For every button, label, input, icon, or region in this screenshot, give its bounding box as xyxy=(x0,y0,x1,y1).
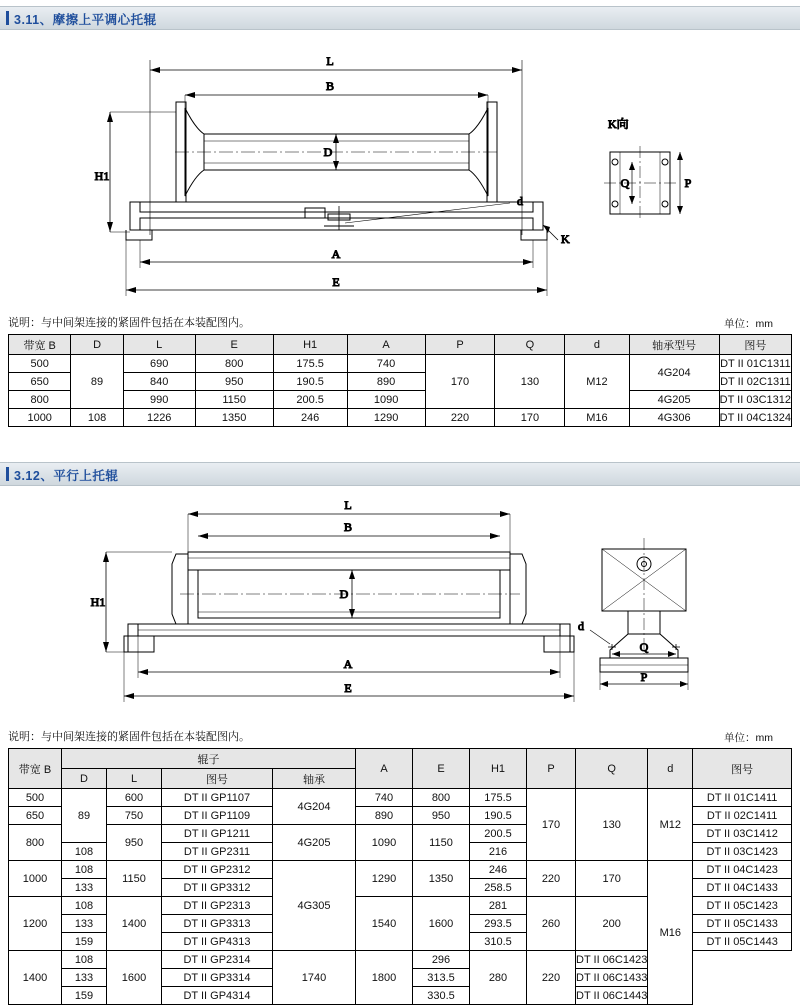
cell-P: 280 xyxy=(470,951,527,1005)
cell-A: 1540 xyxy=(356,897,413,951)
cell-A: 1290 xyxy=(356,861,413,897)
cell-E: 1350 xyxy=(195,409,273,427)
cell-D: 133 xyxy=(62,969,107,987)
table-header-row xyxy=(9,335,792,355)
cell-bearing: 4G204 xyxy=(273,789,356,825)
cell-H1: 313.5 xyxy=(413,969,470,987)
cell-A: 1090 xyxy=(347,391,425,409)
cell-roller-dwg: DT II GP4313 xyxy=(162,933,273,951)
cell-L: 600 xyxy=(107,789,162,807)
cell-E: 950 xyxy=(413,807,470,825)
cell-D: 108 xyxy=(71,409,123,427)
cell-band-width: 650 xyxy=(9,373,71,391)
svg-text:d: d xyxy=(578,619,584,633)
col-bearing: 轴承型号 xyxy=(629,335,719,355)
svg-text:D: D xyxy=(323,145,333,159)
svg-text:L: L xyxy=(326,54,334,68)
cell-H1: 330.5 xyxy=(413,987,470,1005)
cell-Q: 200 xyxy=(576,897,648,951)
cell-D: 133 xyxy=(62,915,107,933)
cell-band-width: 500 xyxy=(9,355,71,373)
cell-d: M12 xyxy=(565,355,629,409)
cell-d: M12 xyxy=(648,789,693,861)
cell-roller-dwg: DT II GP1107 xyxy=(162,789,273,807)
col-D: D xyxy=(71,335,123,355)
cell-E: 800 xyxy=(195,355,273,373)
col-L: L xyxy=(123,335,195,355)
svg-text:K: K xyxy=(561,232,570,246)
cell-L: 1400 xyxy=(107,897,162,951)
svg-text:A: A xyxy=(331,247,341,261)
svg-text:E: E xyxy=(332,275,340,289)
cell-L: 990 xyxy=(123,391,195,409)
cell-H1: 310.5 xyxy=(470,933,527,951)
cell-band-width: 1000 xyxy=(9,409,71,427)
col-band-width: 带宽 B xyxy=(9,335,71,355)
col-H1: H1 xyxy=(470,749,527,789)
cell-A: 890 xyxy=(347,373,425,391)
cell-Q: 130 xyxy=(576,789,648,861)
section-accent-bar xyxy=(6,467,9,481)
cell-Q: 220 xyxy=(527,951,576,1005)
cell-H1: 190.5 xyxy=(273,373,347,391)
svg-text:B: B xyxy=(325,79,335,93)
cell-band-width: 650 xyxy=(9,807,62,825)
cell-roller-dwg: DT II GP2314 xyxy=(162,951,273,969)
cell-P: 170 xyxy=(425,355,495,409)
col-group-roller: 辊子 xyxy=(62,749,356,769)
cell-bearing: 4G205 xyxy=(273,825,356,861)
cell-A: 890 xyxy=(356,807,413,825)
col-H1: H1 xyxy=(273,335,347,355)
svg-text:Q: Q xyxy=(620,176,630,190)
cell-E: 1150 xyxy=(195,391,273,409)
cell-bearing: 4G306 xyxy=(629,409,719,427)
cell-D: 159 xyxy=(62,933,107,951)
cell-H1: 200.5 xyxy=(273,391,347,409)
svg-text:d: d xyxy=(517,194,523,208)
spec-table-3-11 xyxy=(8,334,792,427)
cell-band-width: 1000 xyxy=(9,861,62,897)
cell-D: 108 xyxy=(62,861,107,879)
col-roller-bearing: 轴承 xyxy=(273,769,356,789)
cell-H1: 175.5 xyxy=(470,789,527,807)
svg-text:H1: H1 xyxy=(94,169,110,183)
cell-E: 1350 xyxy=(413,861,470,897)
svg-text:L: L xyxy=(344,498,352,512)
cell-H1: 281 xyxy=(470,897,527,915)
cell-P: 220 xyxy=(527,861,576,897)
cell-H1: 246 xyxy=(273,409,347,427)
table-row xyxy=(9,409,792,427)
drawing-3-11 xyxy=(80,40,720,315)
col-dwg: 图号 xyxy=(719,335,791,355)
note-3-11: 说明：与中间架连接的紧固件包括在本装配图内。 xyxy=(8,317,250,329)
cell-band-width: 800 xyxy=(9,391,71,409)
col-d: d xyxy=(648,749,693,789)
cell-roller-dwg: DT II GP4314 xyxy=(162,987,273,1005)
cell-roller-dwg: DT II GP2311 xyxy=(162,843,273,861)
cell-P: 220 xyxy=(425,409,495,427)
col-band-width xyxy=(9,749,62,789)
cell-E: 800 xyxy=(413,789,470,807)
cell-dwg: DT II 05C1433 xyxy=(693,915,792,933)
cell-H1: 190.5 xyxy=(470,807,527,825)
cell-D: 108 xyxy=(62,897,107,915)
cell-dwg: DT II 06C1423 xyxy=(576,951,648,969)
cell-dwg: DT II 03C1423 xyxy=(693,843,792,861)
col-P: P xyxy=(425,335,495,355)
table-row xyxy=(9,391,792,409)
cell-L: 1226 xyxy=(123,409,195,427)
cell-d: M16 xyxy=(565,409,629,427)
cell-L: 750 xyxy=(107,807,162,825)
cell-A: 740 xyxy=(356,789,413,807)
cell-D: 89 xyxy=(62,789,107,843)
cell-A: 1290 xyxy=(347,409,425,427)
section-header-3-11 xyxy=(0,6,800,30)
col-dwg: 图号 xyxy=(693,749,792,789)
cell-dwg: DT II 02C1411 xyxy=(693,807,792,825)
table-row xyxy=(9,861,792,879)
cell-H1: 175.5 xyxy=(273,355,347,373)
cell-Q: 170 xyxy=(576,861,648,897)
spec-table-3-12 xyxy=(8,748,792,1005)
cell-E: 1600 xyxy=(413,897,470,951)
cell-band-width: 1200 xyxy=(9,897,62,951)
svg-text:K向: K向 xyxy=(608,117,629,131)
col-Q: Q xyxy=(576,749,648,789)
cell-E: 950 xyxy=(195,373,273,391)
cell-dwg: DT II 04C1433 xyxy=(693,879,792,897)
cell-D: 159 xyxy=(62,987,107,1005)
cell-E: 1150 xyxy=(413,825,470,861)
cell-A: 740 xyxy=(347,355,425,373)
section-accent-bar xyxy=(6,11,9,25)
svg-text:P: P xyxy=(640,670,648,684)
cell-A: 1090 xyxy=(356,825,413,861)
note-3-12: 说明：与中间架连接的紧固件包括在本装配图内。 xyxy=(8,731,250,743)
cell-E: 1800 xyxy=(356,951,413,1005)
col-Q: Q xyxy=(495,335,565,355)
cell-L: 840 xyxy=(123,373,195,391)
cell-dwg: DT II 02C1311 xyxy=(719,373,791,391)
cell-bearing: 4G205 xyxy=(629,391,719,409)
cell-dwg: DT II 04C1324 xyxy=(719,409,791,427)
cell-L: 1150 xyxy=(107,861,162,897)
cell-roller-dwg: DT II GP1211 xyxy=(162,825,273,843)
cell-roller-dwg: DT II GP3312 xyxy=(162,879,273,897)
col-A: A xyxy=(356,749,413,789)
col-band-width-label: 带宽 B xyxy=(18,763,52,776)
cell-L: 950 xyxy=(107,825,162,861)
col-roller-dwg: 图号 xyxy=(162,769,273,789)
cell-H1: 258.5 xyxy=(470,879,527,897)
cell-band-width: 1400 xyxy=(9,951,62,1005)
cell-H1: 293.5 xyxy=(470,915,527,933)
table-row xyxy=(9,355,792,373)
cell-L: 1600 xyxy=(107,951,162,1005)
cell-dwg: DT II 05C1443 xyxy=(693,933,792,951)
svg-text:Q: Q xyxy=(639,640,649,654)
cell-roller-dwg: DT II GP2312 xyxy=(162,861,273,879)
cell-bearing: 4G305 xyxy=(273,861,356,951)
cell-d: M16 xyxy=(648,861,693,1005)
cell-D: 108 xyxy=(62,951,107,969)
cell-dwg: DT II 05C1423 xyxy=(693,897,792,915)
cell-band-width: 500 xyxy=(9,789,62,807)
cell-dwg: DT II 03C1412 xyxy=(693,825,792,843)
cell-D: 133 xyxy=(62,879,107,897)
svg-text:E: E xyxy=(344,681,352,695)
cell-roller-dwg: DT II GP3314 xyxy=(162,969,273,987)
cell-roller-dwg: DT II GP3313 xyxy=(162,915,273,933)
cell-P: 260 xyxy=(527,897,576,951)
cell-roller-dwg: DT II GP2313 xyxy=(162,897,273,915)
col-d: d xyxy=(565,335,629,355)
cell-dwg: DT II 06C1433 xyxy=(576,969,648,987)
unit-3-11: 单位：mm xyxy=(724,318,773,330)
cell-L: 690 xyxy=(123,355,195,373)
cell-dwg: DT II 04C1423 xyxy=(693,861,792,879)
cell-Q: 130 xyxy=(495,355,565,409)
cell-dwg: DT II 01C1411 xyxy=(693,789,792,807)
cell-roller-dwg: DT II GP1109 xyxy=(162,807,273,825)
cell-dwg: DT II 01C1311 xyxy=(719,355,791,373)
svg-text:P: P xyxy=(684,176,692,190)
unit-3-12: 单位：mm xyxy=(724,732,773,744)
cell-H1: 296 xyxy=(413,951,470,969)
cell-band-width: 800 xyxy=(9,825,62,861)
cell-H1: 200.5 xyxy=(470,825,527,843)
section-title-3-12: 3.12、平行上托辊 xyxy=(14,469,119,483)
cell-Q: 170 xyxy=(495,409,565,427)
col-A: A xyxy=(347,335,425,355)
svg-text:D: D xyxy=(339,587,349,601)
svg-text:A: A xyxy=(343,657,353,671)
drawing-3-12 xyxy=(80,494,720,724)
col-roller-L: L xyxy=(107,769,162,789)
cell-D: 89 xyxy=(71,355,123,409)
col-P: P xyxy=(527,749,576,789)
cell-D: 108 xyxy=(62,843,107,861)
cell-bearing: 4G204 xyxy=(629,355,719,391)
section-title-3-11: 3.11、摩擦上平调心托辊 xyxy=(14,13,157,27)
col-E: E xyxy=(195,335,273,355)
cell-A: 1740 xyxy=(273,951,356,1005)
cell-P: 170 xyxy=(527,789,576,861)
cell-dwg: DT II 06C1443 xyxy=(576,987,648,1005)
cell-H1: 246 xyxy=(470,861,527,879)
table-header-row-top xyxy=(9,749,792,769)
table-row xyxy=(9,789,792,807)
col-E: E xyxy=(413,749,470,789)
cell-dwg: DT II 03C1312 xyxy=(719,391,791,409)
cell-H1: 216 xyxy=(470,843,527,861)
section-header-3-12 xyxy=(0,462,800,486)
svg-text:B: B xyxy=(343,520,353,534)
col-roller-D: D xyxy=(62,769,107,789)
svg-text:H1: H1 xyxy=(90,595,106,609)
